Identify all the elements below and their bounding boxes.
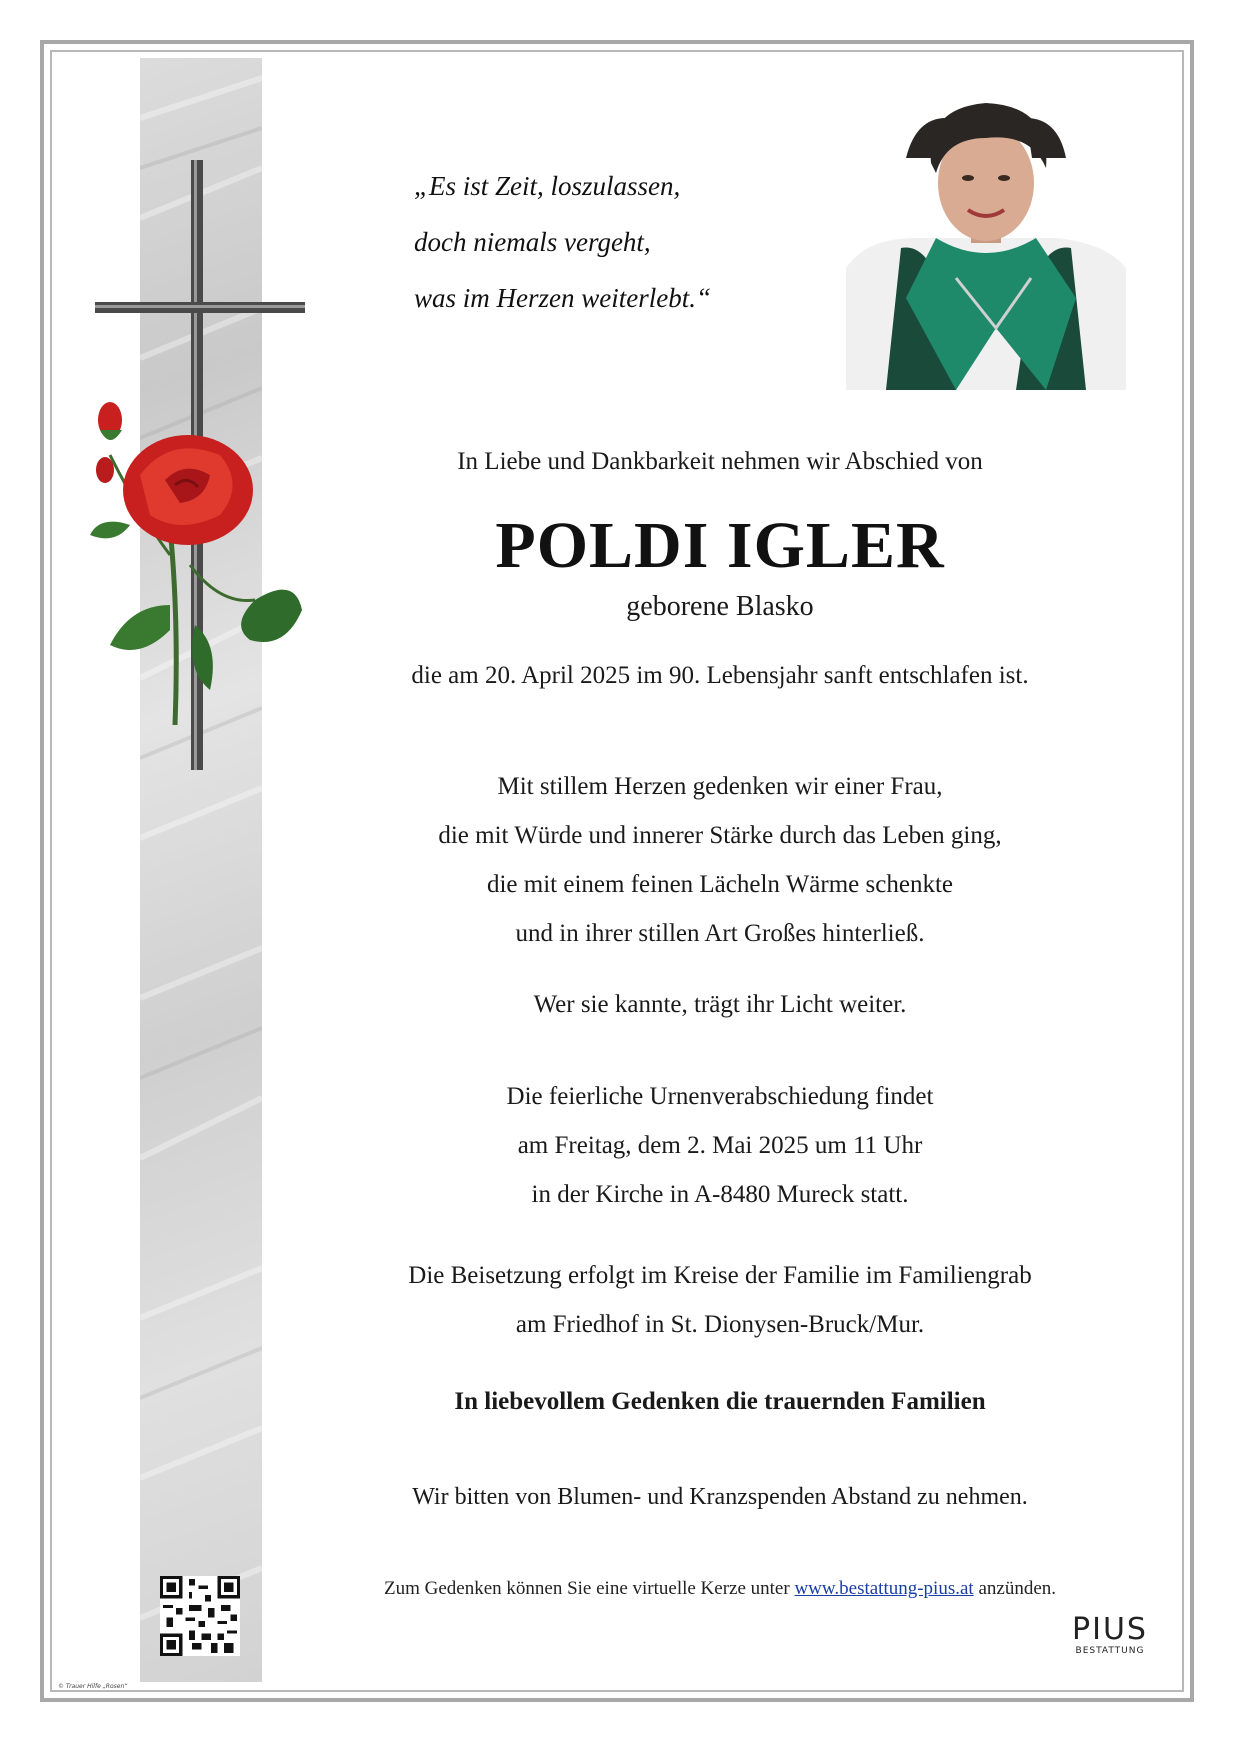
poem-line: und in ihrer stillen Art Großes hinterließ. (515, 920, 925, 947)
memorial-poem (345, 762, 1095, 958)
death-date-line: die am 20. April 2025 im 90. Lebensjahr sanft entschlafen ist. (411, 662, 1029, 689)
virtual-text-before: Zum Gedenken können Sie eine virtuelle Kerze unter (383, 1578, 795, 1599)
burial-line: am Friedhof in St. Dionysen-Bruck/Mur. (515, 1311, 925, 1338)
logo-main-text: PIUS (1072, 1612, 1148, 1647)
quote (414, 158, 834, 326)
qr-code-icon[interactable] (160, 1576, 240, 1656)
poem-line: die mit einem feinen Lächeln Wärme schenkte (486, 871, 953, 898)
mourning-families: In liebevollem Gedenken die trauernden Familien (454, 1388, 986, 1415)
virtual-candle-note (345, 1578, 1095, 1600)
quote-line: doch niemals vergeht, (414, 227, 651, 257)
image-credit: © Trauer Hilfe „Rosen“ (58, 1683, 128, 1690)
farewell-intro: In Liebe und Dankbarkeit nehmen wir Abschied von (457, 448, 983, 475)
rose-icon (70, 395, 310, 725)
birth-name: geborene Blasko (626, 591, 814, 622)
quote-line: was im Herzen weiterlebt.“ (414, 283, 711, 313)
ceremony-line: in der Kirche in A-8480 Mureck statt. (531, 1181, 909, 1208)
ceremony-info (345, 1072, 1095, 1219)
portrait-photo (846, 98, 1126, 390)
website-link[interactable]: www.bestattung-pius.at (794, 1578, 974, 1599)
logo-sub-text: BESTATTUNG (1075, 1646, 1145, 1656)
deceased-name: POLDI IGLER (495, 509, 945, 582)
virtual-text-after: anzünden. (973, 1578, 1057, 1599)
flower-request: Wir bitten von Blumen- und Kranzspenden Abstand zu nehmen. (412, 1484, 1028, 1510)
poem-line: die mit Würde und innerer Stärke durch das Leben ging, (438, 822, 1002, 849)
burial-info (345, 1251, 1095, 1349)
ceremony-line: am Freitag, dem 2. Mai 2025 um 11 Uhr (517, 1132, 923, 1159)
poem-line: Mit stillem Herzen gedenken wir einer Frau, (497, 773, 943, 800)
quote-line: „Es ist Zeit, loszulassen, (414, 171, 681, 201)
light-line: Wer sie kannte, trägt ihr Licht weiter. (533, 991, 907, 1018)
pius-logo (1070, 1614, 1150, 1656)
burial-line: Die Beisetzung erfolgt im Kreise der Familie im Familiengrab (408, 1262, 1032, 1289)
ceremony-line: Die feierliche Urnenverabschiedung findet (506, 1083, 934, 1110)
